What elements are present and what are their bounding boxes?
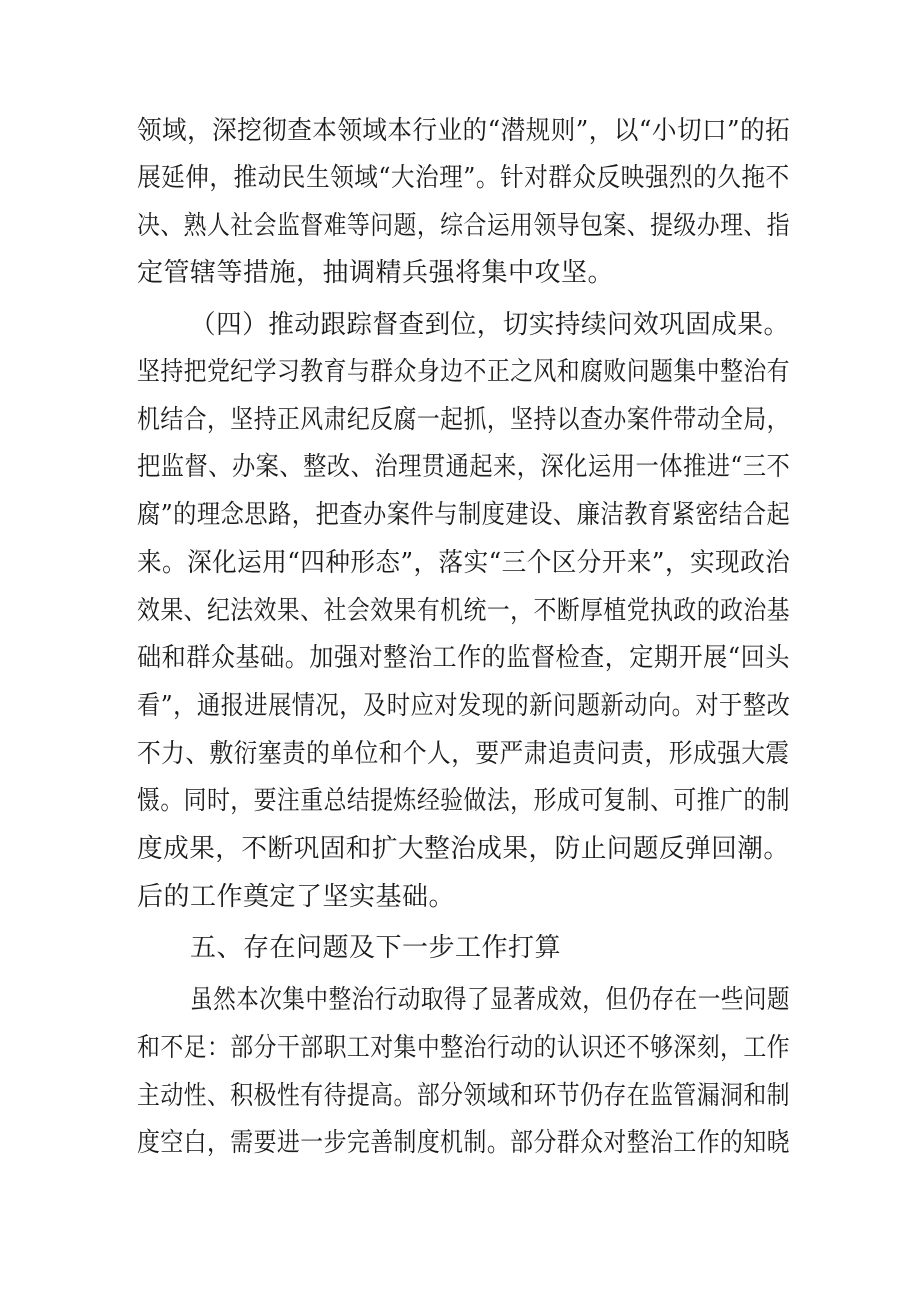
text-line: 后的工作奠定了坚实基础。 [137,882,456,912]
text-line: 定管辖等措施，抽调精兵强将集中攻坚。 [137,258,615,288]
section-heading: （四）推动跟踪督查到位，切实持续问效巩固成果。 [190,310,790,340]
text-line: 效果、纪法效果、社会效果有机统一，不断厚植党执政的政治基 [137,596,791,626]
text-line: 坚持把党纪学习教育与群众身边不正之风和腐败问题集中整治有 [137,357,791,387]
text-line: 领域，深挖彻查本领域本行业的“潜规则”，以“小切口”的拓 [137,116,791,146]
text-line: 度空白，需要进一步完善制度机制。部分群众对整治工作的知晓 [137,1128,791,1158]
text-line: 展延伸，推动民生领域“大治理”。针对群众反映强烈的久拖不 [137,163,790,193]
text-line: 主动性、积极性有待提高。部分领域和环节仍存在监管漏洞和制 [137,1081,791,1111]
text-line: 来。深化运用“四种形态”，落实“三个区分开来”，实现政治 [137,548,791,578]
text-line: 和不足：部分干部职工对集中整治行动的认识还不够深刻，工作 [137,1033,791,1063]
text-line: 虽然本次集中整治行动取得了显著成效，但仍存在一些问题 [190,985,791,1015]
text-line: 度成果，不断巩固和扩大整治成果，防止问题反弹回潮。 [137,834,790,864]
text-line: 础和群众基础。加强对整治工作的监督检查，定期开展“回头 [137,643,790,673]
section-heading: 五、存在问题及下一步工作打算 [190,933,562,963]
text-line: 慑。同时，要注重总结提炼经验做法，形成可复制、可推广的制 [137,786,791,816]
text-line: 看”，通报进展情况，及时应对发现的新问题新动向。对于整改 [137,691,791,721]
text-line: 不力、敷衍塞责的单位和个人，要严肃追责问责，形成强大震 [137,739,790,769]
text-line: 腐”的理念思路，把查办案件与制度建设、廉洁教育紧密结合起 [137,500,791,530]
text-line: 机结合，坚持正风肃纪反腐一起抓，坚持以查办案件带动全局， [137,405,791,435]
text-line: 把监督、办案、整改、治理贯通起来，深化运用一体推进“三不 [137,452,791,482]
text-line: 决、熟人社会监督难等问题，综合运用领导包案、提级办理、指 [137,211,791,241]
